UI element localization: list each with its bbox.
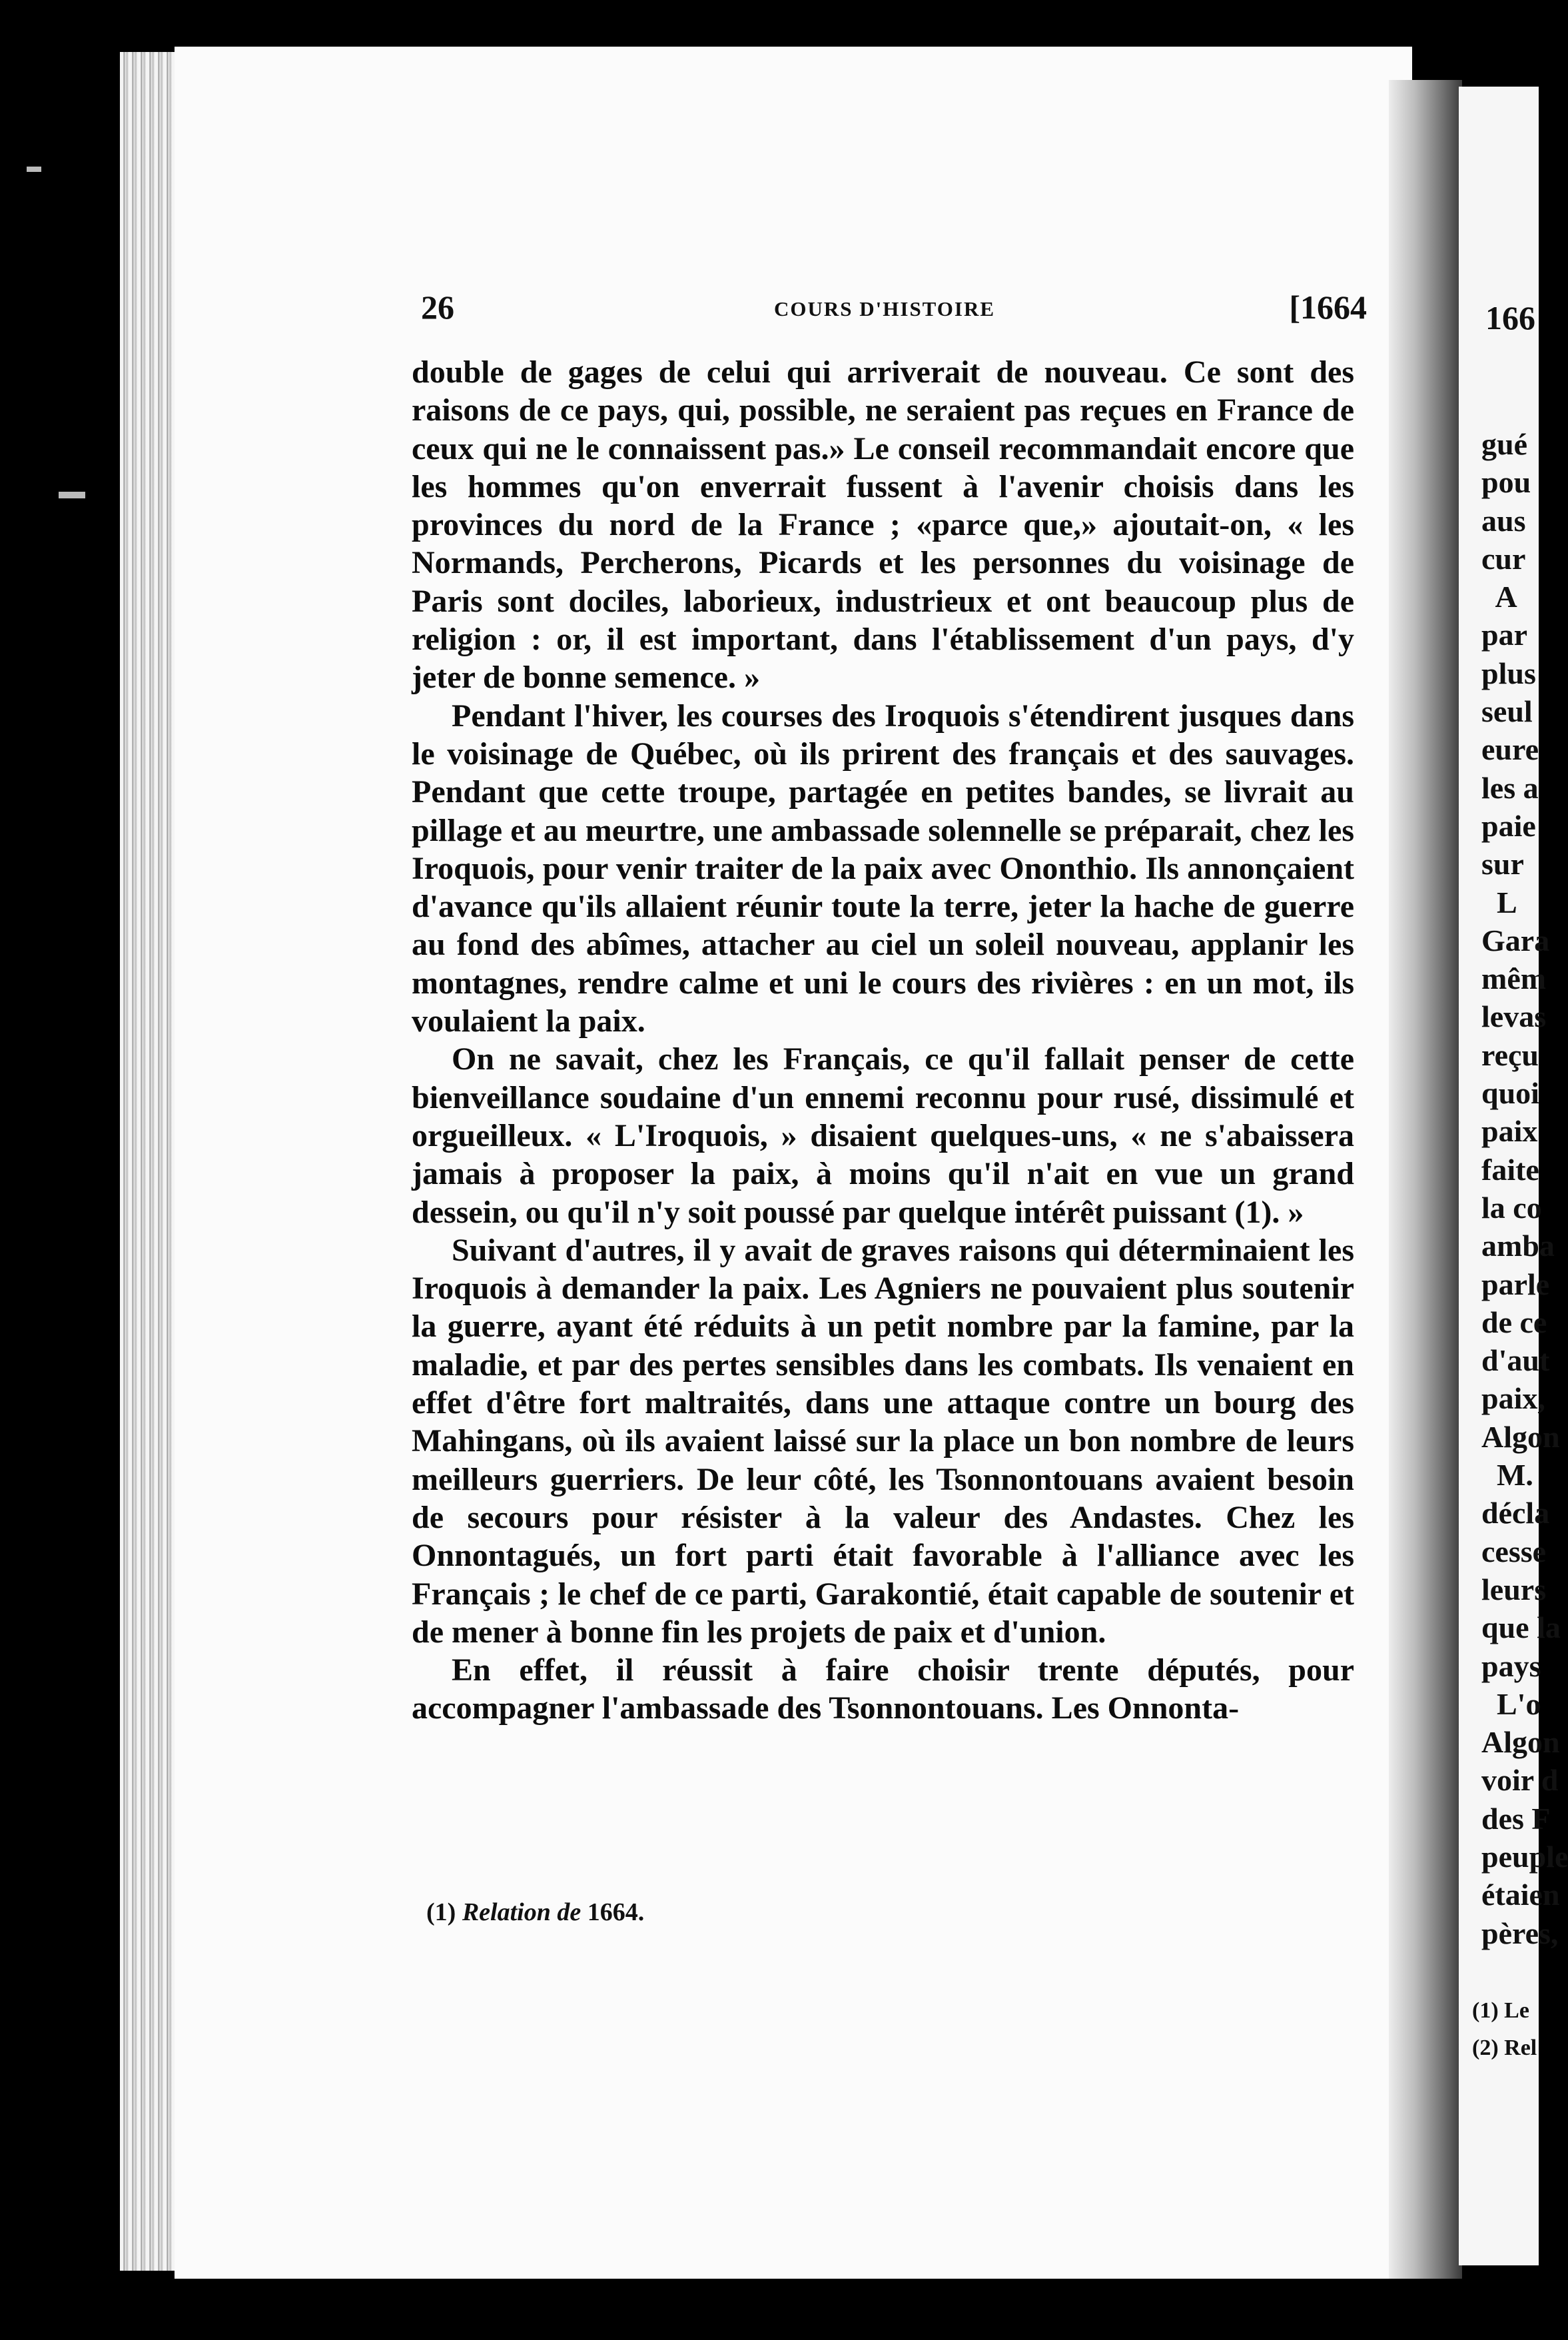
scan-artifact-mark (59, 492, 85, 498)
footnote-number: (1) (426, 1898, 456, 1926)
body-text (412, 353, 1354, 1728)
running-title: COURS D'HISTOIRE (774, 297, 996, 320)
right-page-fragment (1459, 87, 1568, 2265)
next-page-header: 166 (1485, 299, 1535, 336)
footnote-source: Relation de (462, 1898, 582, 1926)
paragraph: Pendant l'hiver, les courses des Iroquois s'étendirent jusques dans le voisinage de Québec, où ils prirent des français et des sauvages. Pendant que cette troupe, partagée en petites bandes, se livrait au pillage et au meurtre, une ambassade solennelle se préparait, chez les Iroquois, pour venir traiter de la paix avec Ononthio. Ils annonçaient d'avance qu'ils allaient réunir toute la terre, jeter la hache de guerre au fond des abîmes, attacher au ciel un soleil nouveau, applanir les montagnes, rendre calme et uni le cours des rivières : en un mot, ils voulaient la paix. (412, 698, 1354, 1039)
paragraph: En effet, il réussit à faire choisir trente députés, pour accompagner l'ambassade des Tsonnontouans. Les Onnonta- (412, 1652, 1354, 1726)
next-page-text: gué pou aus cur A par plus seul eure les a paie sur L Gara mêm levas reçu quoi paix faite la co amba parle de ce d'aut paix, Algon M. décla cesse leurs que la pays L'o Algon voir d des F peuple étaien pères, (1481, 427, 1568, 1950)
page-stack-edge (120, 52, 180, 2271)
footnote (426, 1898, 644, 1927)
page-number: 26 (421, 289, 454, 326)
book-gutter (1389, 80, 1462, 2279)
paragraph: On ne savait, chez les Français, ce qu'il fallait penser de cette bienveillance soudaine d'un ennemi reconnu pour rusé, dissimulé et orgueilleux. « L'Iroquois, » disaient quelques-uns, « ne s'abaissera jamais à proposer la paix, à moins qu'il n'ait en vue un grand dessein, ou qu'il n'y soit poussé par quelque intérêt puissant (1). » (412, 1041, 1354, 1230)
header-year: [1664 (1289, 289, 1367, 326)
paragraph: double de gages de celui qui arriverait de nouveau. Ce sont des raisons de ce pays, qui, possible, ne seraient pas reçues en France de ceux qui ne le connaissent pas.» Le conseil recommandait encore que les hommes qu'on enverrait fussent à l'avenir choisis dans les provinces du nord de la France ; «parce que,» ajoutait-on, « les Normands, Percherons, Picards et les personnes du voisinage de Paris sont dociles, laborieux, industrieux et ont beaucoup plus de religion : or, il est important, dans l'établissement d'un pays, d'y jeter de bonne semence. » (412, 354, 1354, 696)
page-header (421, 288, 1367, 334)
footnote-year: 1664. (587, 1898, 645, 1926)
next-page-notes: (1) Le (2) Rel (1472, 1998, 1537, 2060)
paragraph: Suivant d'autres, il y avait de graves raisons qui déterminaient les Iroquois à demander la paix. Les Agniers ne pouvaient plus soutenir la guerre, ayant été réduits à un petit nombre par la famine, par la maladie, et par des pertes sensibles dans les combats. Ils venaient en effet d'être fort maltraités, dans une attaque contre un bourg des Mahingans, où ils avaient laissé sur la place un bon nombre de leurs meilleurs guerriers. De leur côté, les Tsonnontouans avaient besoin de secours pour résister à la valeur des Andastes. Chez les Onnontagués, un fort parti était favorable à l'alliance avec les Français ; le chef de ce parti, Garakontié, était capable de soutenir et de mener à bonne fin les projets de paix et d'union. (412, 1232, 1354, 1650)
scan-artifact-mark (27, 167, 41, 172)
